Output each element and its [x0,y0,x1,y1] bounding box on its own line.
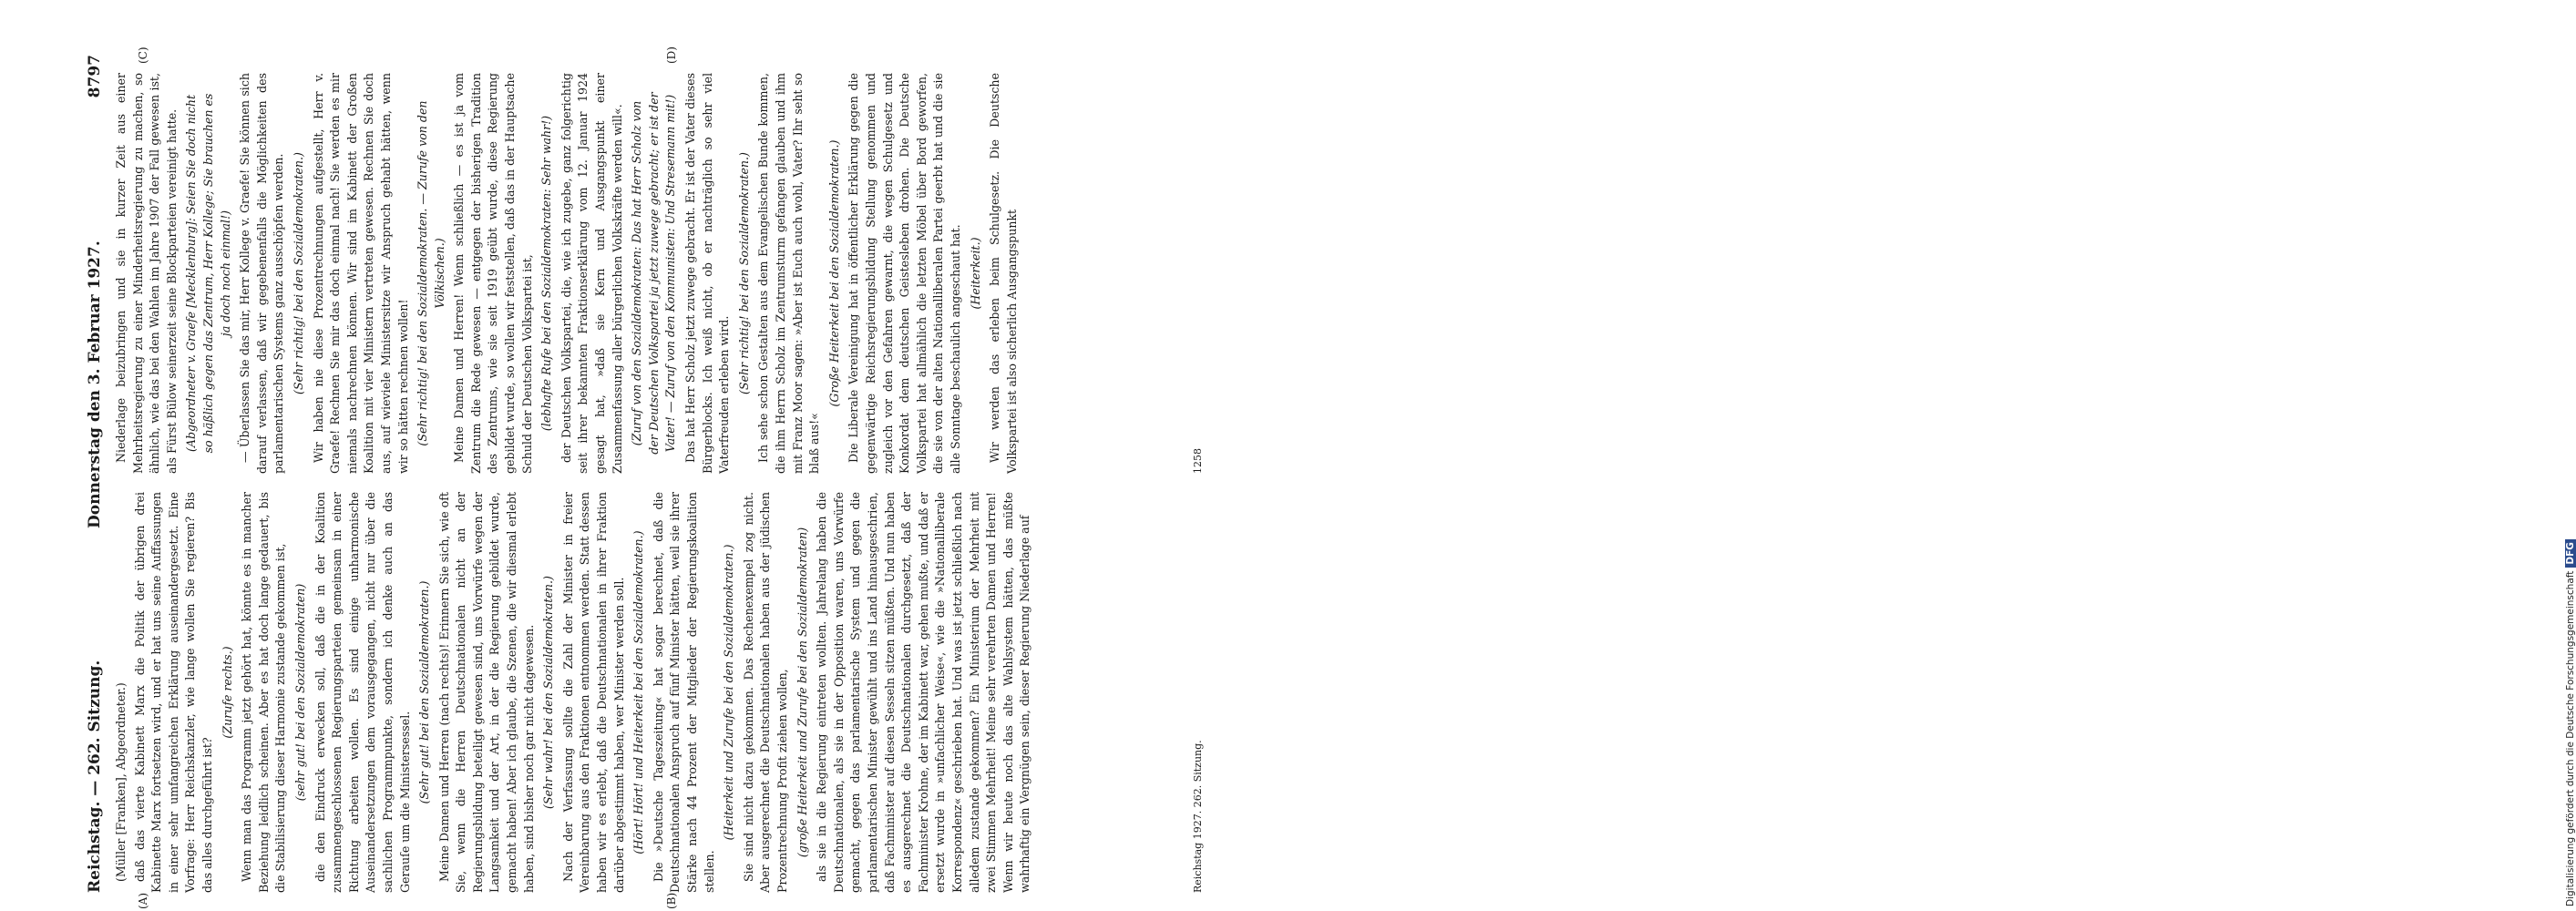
paragraph: Sie sind nicht dazu gekommen. Das Rechenexempel zog nicht. Aber ausgerechnet die Deutschnationalen haben aus der jüdischen Prozentrechnung Profit ziehen wollen, [741,492,789,893]
interjection: (Sehr gut! bei den Sozialdemokraten.) [417,580,432,804]
paragraph: Die »Deutsche Tageszeitung« hat sogar berechnet, daß die Deutschnationalen Anspruch auf fünf Minister hätten, weil sie ihrer Stärke nach 44 Prozent der Mitglieder der Regierungskoalition stellen. [651,492,716,893]
interjection: (Zurufe rechts.) [220,646,234,739]
paragraph: Wir werden das erleben beim Schulgesetz. Die Deutsche Volkspartei ist also sicherlich Ausgangspunkt [988,73,1019,474]
paragraph: Wenn man das Programm jetzt gehört hat, könnte es in mancher Beziehung leidlich scheinen. Aber es hat doch lange gedauert, bis die Stabilisierung dieser Harmonie zustande gekommen ist, [240,492,288,893]
interjection: (große Heiterkeit und Zurufe bei den Sozialdemokraten) [795,527,809,858]
paragraph: daß das vierte Kabinett Marx die Politik der übrigen drei Kabinette Marx fortsetzen wird, und er hat uns seine Auffassungen in einer sehr umfangreichen Erklärung auseinandergesetzt. Eine Vorfrage: Herr Reichskanzler, wie lange wollen Sie regieren? Bis das alles durchgeführt ist? [132,492,214,893]
interjection: (Heiterkeit und Zurufe bei den Sozialdemokraten.) [722,544,736,841]
paragraph: Meine Damen und Herren! Wenn schließlich — es ist ja vom Zentrum die Rede gewesen — entgegen der bisherigen Tradition des Zentrums, wie sie seit 1919 geübt wurde, diese Regierung gebildet wurde, so wollen wir feststellen, daß das in der Hauptsache Schuld der Deutschen Volkspartei ist, [452,73,534,474]
footer-left: Reichstag 1927. 262. Sitzung. [1192,740,1204,893]
paragraph: — Überlassen Sie das mir, Herr Kollege v. Graefe! Sie können sich darauf verlassen, daß wir gegebenenfalls die Möglichkeiten des parlamentarischen Systems ganz ausschöpfen werden. [238,73,286,474]
interjection: (Sehr wahr! bei den Sozialdemokraten.) [541,576,556,809]
interjection: (sehr gut! bei den Sozialdemokraten) [292,583,307,802]
text-column-left [113,492,1188,893]
paragraph: (Müller [Franken], Abgeordneter.) [114,682,128,882]
paragraph: Ich sehe schon Gestalten aus dem Evangelischen Bunde kommen, die ihm Herrn Scholz im Zentrumsturm gefangen glauben und ihm mit Franz Moor sagen: »Aber ist Euch auch wohl, Vater? Ihr seht so blaß aus!« [756,73,822,474]
rotated-page [82,36,1212,911]
margin-mark-d: (D) [665,46,678,64]
header-center: Donnerstag den 3. Februar 1927. [86,241,104,528]
page-number: 8797 [86,55,104,98]
paragraph: Meine Damen und Herren (nach rechts)! Erinnern Sie sich, wie oft Sie, wenn die Herren Deutschnationalen nicht an der Regierungsbildung beteiligt gewesen sind, uns Vorwürfe wegen der Langsamkeit und der Art, in der die Regierung gebildet wurde, gemacht haben! Aber ich glaube, die Szenen, die wir diesmal erlebt haben, sind bisher noch gar nicht dagewesen. [436,492,536,893]
interjection: (Große Heiterkeit bei den Sozialdemokraten.) [826,139,841,407]
interjection: (Sehr richtig! bei den Sozialdemokraten. — Zurufe von den Völkischen.) [416,100,446,446]
interjection: (Abgeordneter v. Graefe [Mecklenburg]: Seien Sie doch nicht so häßlich gegen das Zentrum, Herr Kollege; Sie brauchen es ja doch noch einmal!) [184,93,232,454]
funding-caption: Digitalisierung gefördert durch die Deutsche Forschungsgemeinschaft [2565,570,2576,906]
paragraph: Das hat Herr Scholz jetzt zuwege gebracht. Er ist der Vater dieses Bürgerblocks. Ich weiß nicht, ob er nachträglich so sehr viel Vaterfreuden erleben wird. [683,73,732,474]
margin-mark-c: (C) [137,46,149,64]
paragraph: die den Eindruck erwecken soll, daß die in der Koalition zusammengeschlossenen Regierungsparteien gemeinsam in einer Richtung arbeiten wollen. Es sind einige unharmonische Auseinandersetzungen dem vorausgegangen, nicht nur über die sachlichen Programmpunkte, sondern ich denke auch an das Gerauſe um die Ministersessel. [313,492,412,893]
margin-mark-b: (B) [665,892,678,909]
interjection: (lebhafte Rufe bei den Sozialdemokraten: Sehr wahr!) [539,115,554,432]
paragraph: Wir haben nie diese Prozentrechnungen aufgestellt, Herr v. Graefe! Rechnen Sie mir das doch einmal nach! Sie werden es mir niemals nachrechnen können. Wir sind im Kabinett der Großen Koalition mit vier Ministern vertreten gewesen. Rechnen Sie doch aus, auf wieviele Ministersitze wir Anspruch gehabt hätten, wenn wir so hätten rechnen wollen! [311,73,410,474]
interjection: (Sehr richtig! bei den Sozialdemokraten.) [736,152,751,394]
footer-number: 1258 [1192,448,1204,474]
side-caption [1271,0,2576,911]
paragraph: Die Liberale Vereinigung hat in öffentlicher Erklärung gegen die gegenwärtige Reichsregierungsbildung Stellung genommen und zugleich vor den Gefahren gewarnt, die wegen Schulgesetz und Konkordat dem deutschen Geistesleben drohen. Die Deutsche Volkspartei hat allmählich die letzten Möbel über Bord geworfen, die sie von der alten Nationalliberalen Partei geerbt hat und die sie alle Sonntage beschaulich angeschaut hat. [847,73,962,474]
interjection: (Hört! Hört! und Heiterkeit bei den Sozialdemokraten.) [631,530,646,855]
dfg-logo: DFG [2565,539,2576,568]
page-header [82,36,109,911]
interjection: (Heiterkeit.) [968,237,982,310]
paragraph: Niederlage beizubringen und sie in kurzer Zeit aus einer Mehrheitsregierung zu einer Minderheitsregierung zu machen, so ähnlich, wie das bei den Wahlen im Jahre 1907 der Fall gewesen ist, als Fürst Bülow seinerzeit seine Blockparteien vereinigt hatte. [114,73,179,474]
page-footer [1192,36,1210,911]
interjection: (Sehr richtig! bei den Sozialdemokraten.) [291,152,305,394]
interjection: (Zuruf von den Sozialdemokraten: Das hat Herr Scholz von der Deutschen Volkspartei ja jetzt zuwege gebracht; er ist der Vater! — Zuruf von den Kommunisten: Und Stresemann mit!) [630,92,678,455]
paragraph: als sie in die Regierung eintreten wollten. Jahrelang haben die Deutschnationalen, als sie in der Opposition waren, uns Vorwürfe gemacht, gegen das parlamentarische System und gegen die parlamentarischen Minister gewühlt und ins Land hinausgeschrien, daß Fachminister auf diesen Sesseln sitzen müßten. Und nun haben es ausgerechnet die Deutschnationalen durchgesetzt, daß der Fachminister Krohne, der im Kabinett war, gehen mußte, und daß er ersetzt wurde in »unfachlicher Weise«, wie die »Nationalliberale Korrespondenz« geschrieben hat. Und was ist jetzt schließlich nach alledem zustande gekommen? Ein Ministerium der Mehrheit mit zwei Stimmen Mehrheit! Meine sehr verehrten Damen und Herren! Wenn wir heute noch das alte Wahlsystem hätten, das müßte wahrhaftig ein Vergnügen sein, dieser Regierung Niederlage auf [815,492,1032,893]
paragraph: der Deutschen Volkspartei, die, wie ich zugebe, ganz folgerichtig seit ihrer bekannten Fraktionserklärung vom 12. Januar 1924 gesagt hat, »daß sie Kern und Ausgangspunkt einer Zusammenfassung aller bürgerlichen Volkskräfte werden will«. [559,73,624,474]
paragraph: Nach der Verfassung sollte die Zahl der Minister in freier Vereinbarung aus den Fraktionen entnommen werden. Statt dessen haben wir es erlebt, daß die Deutschnationalen in ihrer Fraktion darüber abgestimmt haben, wer Minister werden soll. [560,492,626,893]
side-caption-text [2565,539,2576,906]
margin-mark-a: (A) [137,892,149,909]
text-column-right [113,73,1188,474]
header-left: Reichstag. — 262. Sitzung. [86,660,104,893]
